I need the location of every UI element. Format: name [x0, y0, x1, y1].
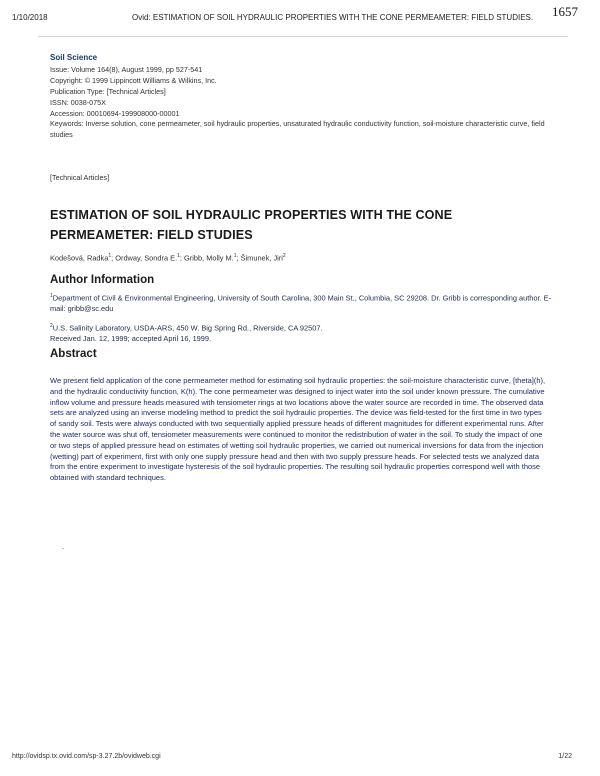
print-date: 1/10/2018 — [12, 13, 48, 22]
author-superscript: 2 — [282, 253, 286, 259]
keywords-line: Keywords: Inverse solution, cone permeameter, soil hydraulic properties, unsaturated hydraulic conductivity function, soil-moisture characteristic curve, field studies — [50, 119, 545, 140]
affiliation-1: $^1$Department of Civil & Environmental Engineering, University of South Carolina, 300 Main St., Columbia, SC 29208. Dr. Gribb is corresponding author. E-mail: gribb@sc.edu — [50, 293, 552, 314]
section-type: [Technical Articles] — [50, 173, 110, 182]
author-superscript: 1 — [108, 253, 112, 259]
print-header-title: Ovid: ESTIMATION OF SOIL HYDRAULIC PROPERTIES WITH THE CONE PERMEAMETER: FIELD STUDIES. — [132, 13, 534, 22]
author-list: Kodešová, Radka$^1$; Ordway, Sondra E.$^1$; Gribb, Molly M.$^1$; Šimunek, Jiri$^2$ — [50, 253, 286, 263]
affiliation-2: $^2$U.S. Salinity Laboratory, USDA-ARS, 450 W. Big Spring Rd., Riverside, CA 92507. — [50, 323, 323, 333]
publication-type-line: Publication Type: [Technical Articles] — [50, 86, 166, 96]
received-dates: Received Jan. 12, 1999; accepted April 16, 1999. — [50, 334, 212, 344]
author-name[interactable]: Ordway, Sondra E. — [115, 253, 178, 263]
header-divider — [38, 36, 568, 37]
author-name[interactable]: Gribb, Molly M. — [184, 253, 234, 263]
author-superscript: 1 — [233, 253, 237, 259]
footer-page-count: 1/22 — [558, 753, 572, 760]
author-name[interactable]: Šimunek, Jiri — [240, 253, 283, 263]
abstract-heading: Abstract — [50, 348, 97, 360]
article-title: ESTIMATION OF SOIL HYDRAULIC PROPERTIES WITH THE CONE PERMEAMETER: FIELD STUDIES — [50, 208, 453, 242]
handwritten-page-number: 1657 — [552, 4, 578, 19]
issn-line: ISSN: 0038-075X — [50, 97, 106, 107]
copyright-line: Copyright: © 1999 Lippincott Williams & Wilkins, Inc. — [50, 75, 217, 85]
stray-mark: . — [62, 542, 65, 551]
affiliation-superscript: 1 — [50, 293, 53, 299]
author-affiliations — [50, 291, 560, 345]
author-superscript: 1 — [177, 253, 180, 259]
footer-url: http://ovidsp.tx.ovid.com/sp-3.27.2b/ovidweb.cgi — [12, 753, 161, 760]
author-information-heading: Author Information — [50, 274, 155, 286]
article-metadata — [50, 53, 560, 141]
journal-name[interactable]: Soil Science — [50, 53, 98, 62]
abstract-body: We present field application of the cone permeameter method for estimating soil hydraulic properties: the soil-moisture characteristic curve, [theta](h), and the hydraulic conductivity function, K(h). The cone permeameter was designed to inject water into the soil under known pressure. The cumulative inflow volume and pressure heads measured with tensiometer rings at two locations above the water source are recorded in time. The observed data sets are analyzed using an inverse modeling method to predict the soil hydraulic properties. The device was field-tested for the first time in two types of sandy soil. Tests were always conducted with two sequentially applied pressure heads of different magnitudes for different experimental runs. After the water source was shut off, tensiometer measurements were continued to monitor the redistribution of water in the soil. To study the impact of one or two steps of applied pressure head on estimates of wetting soil hydraulic properties, we carried out numerical inversions for data from the injection (wetting) part of experiment, first with only one supply pressure head and then with two supply pressure heads. For selected tests we analyzed data from the entire experiment to investigate hysteresis of the soil hydraulic properties. The resulting soil hydraulic properties correspond well with those obtained with standard techniques. — [50, 376, 546, 483]
author-name[interactable]: Kodešová, Radka — [50, 253, 109, 263]
issue-line: Issue: Volume 164(8), August 1999, pp 527-541 — [50, 64, 203, 74]
accession-line: Accession: 00010694-199908000-00001 — [50, 108, 180, 118]
affiliation-superscript: 2 — [50, 323, 53, 330]
